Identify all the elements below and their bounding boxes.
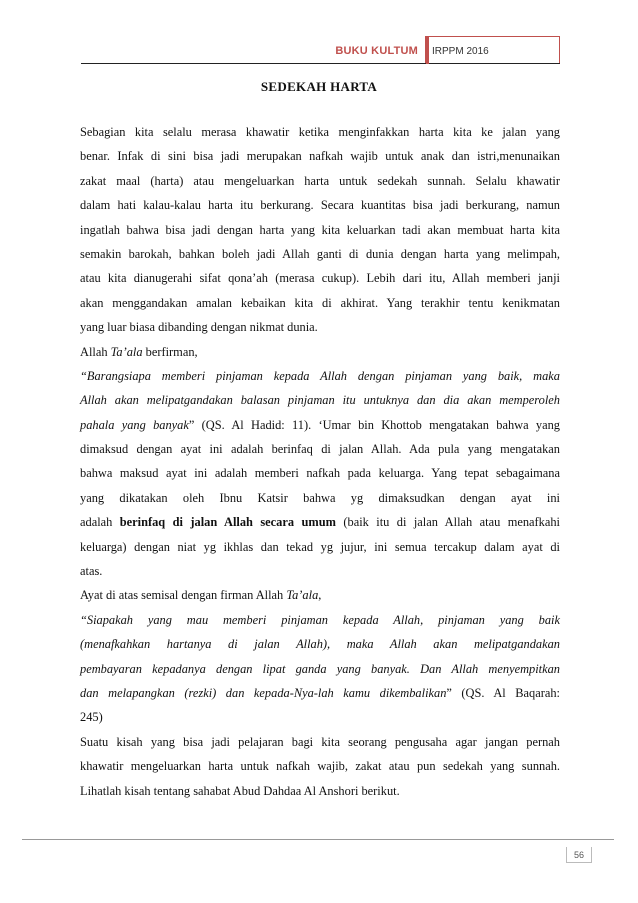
document-title: SEDEKAH HARTA	[260, 79, 378, 94]
italic-text: pembayaran kepadanya dengan lipat ganda yang banyak. Dan Allah menyempitkan	[80, 661, 560, 676]
text-segment: berfirman,	[142, 344, 198, 359]
italic-text: Allah akan melipatgandakan balasan pinjaman itu untuknya dan dia akan memperoleh	[80, 393, 560, 408]
text-line	[80, 583, 560, 607]
text-line	[80, 144, 560, 168]
text-line	[80, 193, 560, 217]
text-line	[80, 364, 560, 388]
text-segment: ” (QS. Al Hadid: 11). ‘Umar bin Khottob mengatakan bahwa yang	[188, 417, 560, 432]
text-line	[80, 266, 560, 290]
italic-text: dan melapangkan (rezki) dan kepada-Nya-lah kamu dikembalikan	[80, 685, 447, 700]
text-line	[80, 657, 560, 681]
text-line	[80, 242, 560, 266]
page-number: 56	[566, 847, 592, 863]
italic-text: “Barangsiapa memberi pinjaman kepada Allah dengan pinjaman yang baik, maka	[80, 368, 560, 383]
text-segment: Ayat di atas semisal dengan firman Allah	[80, 588, 287, 603]
text-segment: Suatu kisah yang bisa jadi pelajaran bagi kita seorang pengusaha agar jangan pernah	[80, 734, 560, 749]
text-line	[80, 754, 560, 778]
text-line	[80, 291, 560, 315]
text-segment: atas.	[80, 564, 103, 579]
text-segment: ” (QS. Al Baqarah:	[446, 685, 560, 700]
italic-text: (menafkahkan hartanya di jalan Allah), maka Allah akan melipatgandakan	[80, 637, 560, 652]
text-segment: 245)	[80, 710, 103, 725]
text-line	[80, 510, 560, 534]
header-subtitle-box	[425, 36, 560, 63]
text-line	[80, 437, 560, 461]
header-subtitle: IRPPM 2016	[432, 46, 489, 57]
text-segment: ,	[318, 588, 322, 603]
text-line	[80, 705, 560, 729]
document-body	[80, 120, 560, 803]
text-segment: dalam hati kalau-kalau harta itu berkurang. Secara kuantitas bisa jadi berkurang, namun	[80, 198, 560, 213]
text-line	[80, 535, 560, 559]
text-segment: adalah	[80, 515, 120, 530]
text-line	[80, 413, 560, 437]
text-segment: yang luar biasa dibanding dengan nikmat dunia.	[80, 320, 318, 335]
text-segment: Lihatlah kisah tentang sahabat Abud Dahdaa Al Anshori berikut.	[80, 783, 400, 798]
text-line	[80, 559, 560, 583]
text-line	[80, 779, 560, 803]
page-header	[81, 36, 560, 64]
text-line	[80, 218, 560, 242]
text-segment: semakin barokah, bahkan boleh jadi Allah ganti di dunia dengan harta yang melimpah,	[80, 246, 560, 261]
text-line	[80, 632, 560, 656]
text-line	[80, 340, 560, 364]
text-line	[80, 486, 560, 510]
bold-text: berinfaq di jalan Allah secara umum	[119, 515, 336, 530]
text-line	[80, 169, 560, 193]
text-segment: zakat maal (harta) atau mengeluarkan harta untuk sedekah sunnah. Selalu khawatir	[80, 173, 560, 188]
header-accent-bar	[426, 37, 429, 64]
text-segment: benar. Infak di sini bisa jadi merupakan nafkah wajib untuk anak dan istri,menunaikan	[80, 149, 560, 164]
italic-text: Ta’ala	[110, 344, 143, 359]
text-line	[80, 608, 560, 632]
footer-rule	[22, 839, 614, 840]
text-segment: atau kita dianugerahi sifat qona’ah (merasa cukup). Lebih dari itu, Allah memberi janji	[80, 271, 560, 286]
text-segment: ingatlah bahwa bisa jadi dengan harta yang kita keluarkan tadi akan membuat harta kita	[80, 222, 560, 237]
text-segment: khawatir mengeluarkan harta untuk nafkah wajib, zakat atau pun sedekah yang sunnah.	[80, 759, 560, 774]
text-line	[80, 681, 560, 705]
text-segment: Sebagian kita selalu merasa khawatir ketika menginfakkan harta kita ke jalan yang	[80, 125, 560, 139]
header-rule	[81, 63, 560, 64]
text-segment: Allah	[80, 344, 111, 359]
italic-text: pahala yang banyak	[80, 417, 189, 432]
text-line	[80, 315, 560, 339]
text-segment: yang dikatakan oleh Ibnu Katsir bahwa yg dimaksudkan dengan ayat ini	[80, 490, 560, 505]
page-footer	[22, 839, 614, 869]
text-segment: (baik itu di jalan Allah atau menafkahi	[335, 515, 560, 530]
text-segment: dimaksud dengan ayat ini adalah berinfaq di jalan Allah. Ada pula yang mengatakan	[80, 442, 560, 457]
header-title: BUKU KULTUM	[335, 45, 418, 57]
text-line	[80, 461, 560, 485]
text-segment: keluarga) dengan niat yg ikhlas dan tekad yg jujur, ini semua tercakup dalam ayat di	[80, 539, 560, 554]
text-line	[80, 120, 560, 144]
text-segment: akan menggandakan amalan kebaikan kita di akhirat. Yang terakhir tentu kenikmatan	[80, 295, 560, 310]
text-segment: bahwa maksud ayat ini adalah memberi nafkah pada keluarga. Yang tepat sebagaimana	[80, 466, 560, 481]
italic-text: Ta’ala	[286, 588, 319, 603]
italic-text: “Siapakah yang mau memberi pinjaman kepada Allah, pinjaman yang baik	[80, 612, 560, 627]
text-line	[80, 388, 560, 412]
text-line	[80, 730, 560, 754]
